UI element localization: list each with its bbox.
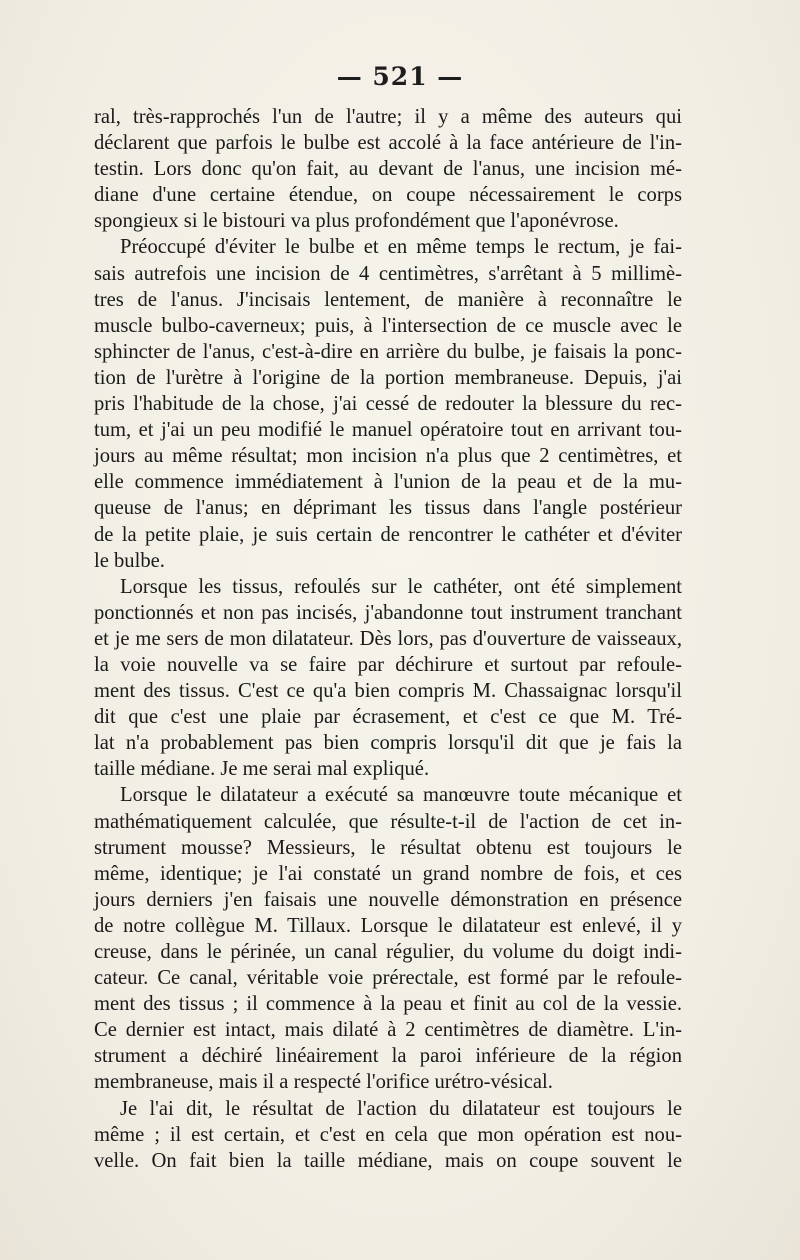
text-line: dit que c'est une plaie par écrasement, et c'est ce que M. Tré- [94, 706, 682, 729]
text-line: spongieux si le bistouri va plus profondément que l'aponévrose. [94, 210, 619, 233]
text-line: ral, très-rapprochés l'un de l'autre; il y a même des auteurs qui [94, 106, 682, 128]
text-line: ponctionnés et non pas incisés, j'abandonne tout instrument tranchant [94, 601, 682, 624]
text-line: mathématiquement calculée, que résulte-t-il de l'action de cet in- [94, 810, 682, 833]
text-line: Préoccupé d'éviter le bulbe et en même temps le rectum, je fai- [120, 236, 682, 259]
text-line: Lorsque le dilatateur a exécuté sa manœuvre toute mécanique et [120, 784, 682, 807]
text-line: même ; il est certain, et c'est en cela que mon opération est nou- [94, 1123, 682, 1146]
text-line: tum, et j'ai un peu modifié le manuel opératoire tout en arrivant tou- [94, 419, 682, 442]
text-line: la voie nouvelle va se faire par déchirure et surtout par refoule- [94, 653, 682, 676]
text-line: déclarent que parfois le bulbe est accolé à la face antérieure de l'in- [94, 132, 682, 155]
text-line: et je me sers de mon dilatateur. Dès lors, pas d'ouverture de vaisseaux, [94, 627, 682, 650]
text-line: strument a déchiré linéairement la paroi inférieure de la région [94, 1045, 682, 1068]
text-line: strument mousse? Messieurs, le résultat obtenu est toujours le [94, 836, 682, 859]
text-line: lat n'a probablement pas bien compris lorsqu'il dit que je fais la [94, 732, 682, 755]
text-line: même, identique; je l'ai constaté un grand nombre de fois, et ces [94, 862, 682, 885]
text-line: ment des tissus. C'est ce qu'a bien compris M. Chassaignac lorsqu'il [94, 680, 682, 703]
text-line: sphincter de l'anus, c'est-à-dire en arrière du bulbe, je faisais la ponc- [94, 340, 682, 363]
text-line: queuse de l'anus; en déprimant les tissus dans l'angle postérieur [94, 497, 682, 520]
text-line: ment des tissus ; il commence à la peau et finit au col de la vessie. [94, 993, 682, 1016]
text-line: diane d'une certaine étendue, on coupe nécessairement le corps [94, 184, 682, 207]
text-line: cateur. Ce canal, véritable voie prérectale, est formé par le refoule- [94, 967, 682, 990]
text-line: elle commence immédiatement à l'union de la peau et de la mu- [94, 471, 682, 494]
text-line: muscle bulbo-caverneux; puis, à l'intersection de ce muscle avec le [94, 314, 682, 337]
text-line: de la petite plaie, je suis certain de rencontrer le cathéter et d'éviter [94, 523, 682, 546]
text-line: tres de l'anus. J'incisais lentement, de manière à reconnaître le [94, 288, 682, 311]
text-line: Ce dernier est intact, mais dilaté à 2 centimètres de diamètre. L'in- [94, 1019, 682, 1042]
page-number: — 521 — [336, 62, 464, 91]
text-line: pris l'habitude de la chose, j'ai cessé de redouter la blessure du rec- [94, 393, 682, 416]
text-line: Je l'ai dit, le résultat de l'action du dilatateur est toujours le [120, 1097, 682, 1120]
text-line: taille médiane. Je me serai mal expliqué. [94, 758, 430, 781]
text-line: jours derniers j'en faisais une nouvelle démonstration en présence [94, 888, 682, 911]
text-line: sais autrefois une incision de 4 centimètres, s'arrêtant à 5 millimè- [94, 262, 682, 285]
text-line: testin. Lors donc qu'on fait, au devant de l'anus, une incision mé- [94, 158, 682, 181]
body-text [94, 104, 682, 1174]
text-line: velle. On fait bien la taille médiane, mais on coupe souvent le [94, 1149, 682, 1172]
text-line: Lorsque les tissus, refoulés sur le cathéter, ont été simplement [120, 575, 682, 598]
text-line: membraneuse, mais il a respecté l'orifice urétro-vésical. [94, 1071, 553, 1094]
text-line: jours au même résultat; mon incision n'a plus que 2 centimètres, et [94, 445, 682, 468]
text-line: le bulbe. [94, 549, 165, 572]
text-line: tion de l'urètre à l'origine de la portion membraneuse. Depuis, j'ai [94, 366, 682, 389]
text-line: creuse, dans le périnée, un canal régulier, du volume du doigt indi- [94, 941, 682, 963]
text-line: de notre collègue M. Tillaux. Lorsque le dilatateur est enlevé, il y [94, 914, 682, 937]
